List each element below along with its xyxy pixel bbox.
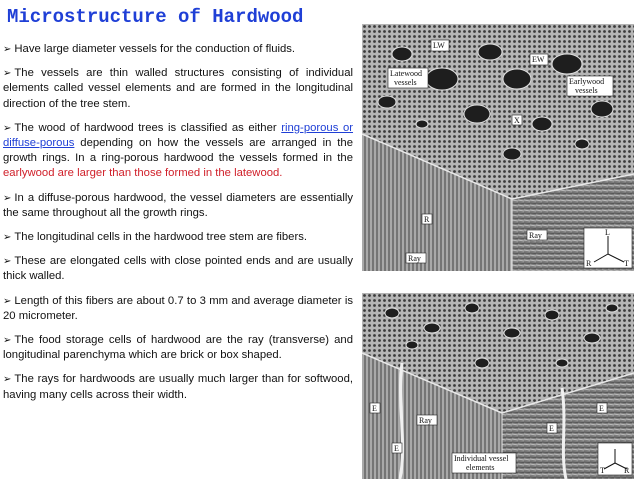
bullet-item <box>3 121 353 182</box>
bullet-text: depending on how the vessels are arranged in the growth rings. In a ring-porous hardwood the vessels formed in the <box>3 137 353 165</box>
label-r: R <box>424 215 430 224</box>
bullet-text: earlywood are larger than those formed in the latewood. <box>3 167 283 180</box>
label-ray-1: Ray <box>529 231 542 240</box>
bullet-item <box>3 42 353 57</box>
axis-indicator-icon <box>584 228 632 268</box>
bullet-link[interactable]: ring-porous or diffuse-porous <box>3 121 354 150</box>
label-earlywood-line2: vessels <box>575 86 598 95</box>
label-earlywood-line1: Earlywood <box>569 77 605 86</box>
axis-label-r: R <box>586 259 592 268</box>
bullet-arrow-icon: ➢ <box>3 122 12 134</box>
bullet-arrow-icon: ➢ <box>3 44 12 55</box>
bullet-text: The food storage cells of hardwood are the ray (transverse) and longitudinal parenchyma which are brick or box shaped. <box>3 334 353 362</box>
label-latewood-line1: Latewood <box>390 69 422 78</box>
label-e-1: E <box>372 404 377 413</box>
axis-label-l: L <box>605 228 610 237</box>
bullet-item <box>3 230 353 245</box>
bullet-text: The rays for hardwoods are usually much larger than for softwood, having many cells across their width. <box>3 373 353 401</box>
bullet-arrow-icon: ➢ <box>3 256 12 268</box>
label-lw: LW <box>433 41 445 50</box>
label-ray: Ray <box>419 416 432 425</box>
bullet-arrow-icon: ➢ <box>3 335 12 347</box>
label-e-4: E <box>599 404 604 413</box>
axis-label-t: T <box>600 466 605 475</box>
bullet-text: In a diffuse-porous hardwood, the vessel diameters are essentially the same throughout all the growth rings. <box>3 191 353 219</box>
label-vessel-line1: Individual vessel <box>454 454 509 463</box>
axis-label-t: T <box>624 259 629 268</box>
bullet-text: These are elongated cells with close pointed ends and are usually thick walled. <box>3 255 353 283</box>
bullet-text: The wood of hardwood trees is classified as either <box>14 121 282 134</box>
bullet-item <box>3 254 353 284</box>
bullet-item <box>3 294 353 324</box>
bullet-item <box>3 191 353 221</box>
bullet-arrow-icon: ➢ <box>3 374 12 386</box>
label-e-2: E <box>394 444 399 453</box>
label-e-3: E <box>549 424 554 433</box>
bullet-arrow-icon: ➢ <box>3 232 12 244</box>
label-x: X <box>514 116 520 125</box>
bullet-text: The vessels are thin walled structures consisting of individual elements called vessel elements and are formed in the longitudinal direction of the tree stem. <box>3 67 353 110</box>
axis-indicator-icon <box>598 443 632 475</box>
axis-label-r: R <box>624 466 630 475</box>
label-vessel-line2: elements <box>466 463 495 472</box>
bullet-text: Have large diameter vessels for the conduction of fluids. <box>14 43 296 55</box>
micrograph-diffuse-porous <box>362 293 634 479</box>
bullet-text: The longitudinal cells in the hardwood tree stem are fibers. <box>14 231 308 244</box>
label-ray-2: Ray <box>408 254 421 263</box>
label-latewood-line2: vessels <box>394 78 417 87</box>
slide-title: Microstructure of Hardwood <box>7 6 304 28</box>
bullet-arrow-icon: ➢ <box>3 192 12 204</box>
bullet-item <box>3 372 353 402</box>
bullet-arrow-icon: ➢ <box>3 295 12 307</box>
bullet-arrow-icon: ➢ <box>3 68 12 80</box>
micrograph-ring-porous <box>362 24 634 271</box>
label-ew: EW <box>532 55 545 64</box>
bullet-list <box>3 42 353 412</box>
bullet-text: Length of this fibers are about 0.7 to 3 mm and average diameter is 20 micrometer. <box>3 294 353 322</box>
bullet-item <box>3 66 353 112</box>
bullet-item <box>3 333 353 363</box>
